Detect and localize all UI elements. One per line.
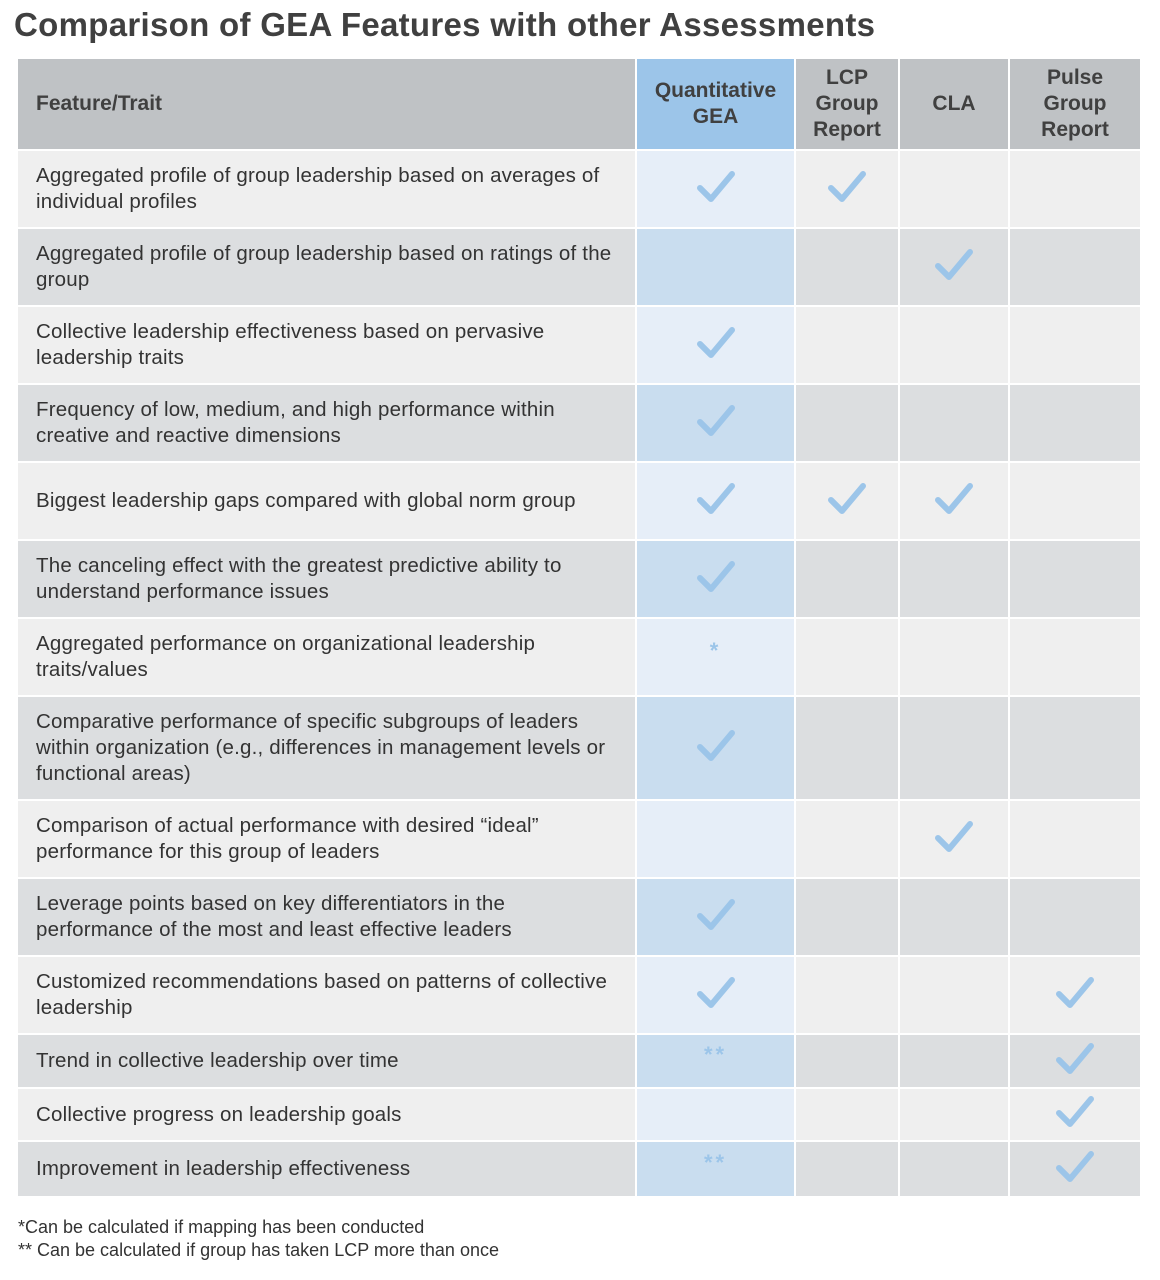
- feature-cell: Comparative performance of specific subgroups of leaders within organization (e.g., differences in management levels or functional areas): [18, 696, 636, 800]
- header-lcp-group-report: [795, 59, 899, 150]
- table-row: [18, 1141, 1140, 1196]
- page-title: Comparison of GEA Features with other Assessments: [14, 6, 876, 43]
- header-quantitative-gea: [636, 59, 795, 150]
- header-label: Pulse Group Report: [1041, 66, 1109, 141]
- mark-cell: [899, 956, 1009, 1034]
- feature-cell: Comparison of actual performance with desired “ideal” performance for this group of leaders: [18, 800, 636, 878]
- check-icon: [696, 170, 736, 209]
- mark-cell: [636, 696, 795, 800]
- mark-cell: [1009, 696, 1140, 800]
- table-row: [18, 1034, 1140, 1088]
- check-icon: [934, 820, 974, 859]
- feature-cell: The canceling effect with the greatest predictive ability to understand performance issues: [18, 540, 636, 618]
- mark-cell: [899, 462, 1009, 540]
- feature-cell: Biggest leadership gaps compared with global norm group: [18, 462, 636, 540]
- mark-cell: [1009, 1034, 1140, 1088]
- feature-cell: Customized recommendations based on patterns of collective leadership: [18, 956, 636, 1034]
- mark-cell: [636, 540, 795, 618]
- footnote-mark: **: [703, 1042, 728, 1067]
- mark-cell: [636, 384, 795, 462]
- table-row: [18, 150, 1140, 228]
- mark-cell: [795, 384, 899, 462]
- feature-cell: Aggregated performance on organizational leadership traits/values: [18, 618, 636, 696]
- mark-cell: [899, 150, 1009, 228]
- mark-cell: [795, 540, 899, 618]
- mark-cell: [636, 1141, 795, 1196]
- mark-cell: [899, 306, 1009, 384]
- mark-cell: [1009, 618, 1140, 696]
- table-row: [18, 540, 1140, 618]
- mark-cell: [1009, 878, 1140, 956]
- mark-cell: [636, 956, 795, 1034]
- mark-cell: [1009, 462, 1140, 540]
- table-row: [18, 696, 1140, 800]
- header-label: Quantitative GEA: [654, 79, 777, 128]
- mark-cell: [1009, 150, 1140, 228]
- mark-cell: [795, 878, 899, 956]
- mark-cell: [899, 1141, 1009, 1196]
- mark-cell: [1009, 956, 1140, 1034]
- feature-cell: Aggregated profile of group leadership based on averages of individual profiles: [18, 150, 636, 228]
- table-row: [18, 228, 1140, 306]
- table-row: [18, 956, 1140, 1034]
- check-icon: [934, 248, 974, 287]
- mark-cell: [795, 1034, 899, 1088]
- footnote-mark: **: [703, 1150, 728, 1175]
- check-icon: [934, 482, 974, 521]
- mark-cell: [795, 1088, 899, 1141]
- table-row: [18, 618, 1140, 696]
- mark-cell: [795, 228, 899, 306]
- mark-cell: [636, 1034, 795, 1088]
- mark-cell: [899, 618, 1009, 696]
- check-icon: [1055, 1042, 1095, 1081]
- check-icon: [696, 898, 736, 937]
- mark-cell: [899, 800, 1009, 878]
- mark-cell: [636, 150, 795, 228]
- mark-cell: [899, 228, 1009, 306]
- check-icon: [1055, 1095, 1095, 1134]
- table-row: [18, 384, 1140, 462]
- check-icon: [827, 170, 867, 209]
- header-pulse-group-report: [1009, 59, 1140, 150]
- mark-cell: [1009, 228, 1140, 306]
- footnote-double-asterisk: ** Can be calculated if group has taken LCP more than once: [18, 1240, 499, 1260]
- check-icon: [696, 404, 736, 443]
- footnote-single-asterisk: *Can be calculated if mapping has been conducted: [18, 1217, 425, 1237]
- check-icon: [696, 482, 736, 521]
- mark-cell: [795, 800, 899, 878]
- mark-cell: [899, 878, 1009, 956]
- mark-cell: [899, 696, 1009, 800]
- mark-cell: [1009, 1088, 1140, 1141]
- feature-cell: Aggregated profile of group leadership based on ratings of the group: [18, 228, 636, 306]
- check-icon: [696, 326, 736, 365]
- header-row: [18, 59, 1140, 150]
- mark-cell: [636, 462, 795, 540]
- table-row: [18, 462, 1140, 540]
- table-row: [18, 306, 1140, 384]
- footnotes: [18, 1216, 499, 1262]
- header-cla: CLA: [899, 59, 1009, 150]
- mark-cell: [795, 1141, 899, 1196]
- mark-cell: [636, 878, 795, 956]
- feature-cell: Collective progress on leadership goals: [18, 1088, 636, 1141]
- mark-cell: [1009, 800, 1140, 878]
- mark-cell: [899, 384, 1009, 462]
- feature-cell: Frequency of low, medium, and high performance within creative and reactive dimensions: [18, 384, 636, 462]
- mark-cell: [795, 462, 899, 540]
- mark-cell: [636, 228, 795, 306]
- check-icon: [1055, 976, 1095, 1015]
- check-icon: [1055, 1150, 1095, 1189]
- table-row: [18, 800, 1140, 878]
- mark-cell: [795, 956, 899, 1034]
- table-row: [18, 878, 1140, 956]
- table-row: [18, 1088, 1140, 1141]
- mark-cell: [899, 1088, 1009, 1141]
- mark-cell: [1009, 540, 1140, 618]
- mark-cell: [795, 150, 899, 228]
- mark-cell: [636, 1088, 795, 1141]
- check-icon: [696, 729, 736, 768]
- mark-cell: [1009, 384, 1140, 462]
- feature-cell: Trend in collective leadership over time: [18, 1034, 636, 1088]
- header-label: LCP Group Report: [813, 66, 881, 141]
- mark-cell: [636, 306, 795, 384]
- comparison-table: [18, 59, 1140, 1196]
- header-feature-trait: Feature/Trait: [18, 59, 636, 150]
- mark-cell: [795, 618, 899, 696]
- feature-cell: Leverage points based on key differentiators in the performance of the most and least effective leaders: [18, 878, 636, 956]
- mark-cell: [899, 540, 1009, 618]
- feature-cell: Collective leadership effectiveness based on pervasive leadership traits: [18, 306, 636, 384]
- check-icon: [696, 560, 736, 599]
- footnote-mark: *: [709, 638, 722, 663]
- feature-cell: Improvement in leadership effectiveness: [18, 1141, 636, 1196]
- mark-cell: [1009, 306, 1140, 384]
- mark-cell: [1009, 1141, 1140, 1196]
- check-icon: [696, 976, 736, 1015]
- mark-cell: [795, 696, 899, 800]
- mark-cell: [636, 800, 795, 878]
- table-body: [18, 150, 1140, 1196]
- mark-cell: [795, 306, 899, 384]
- mark-cell: [636, 618, 795, 696]
- check-icon: [827, 482, 867, 521]
- mark-cell: [899, 1034, 1009, 1088]
